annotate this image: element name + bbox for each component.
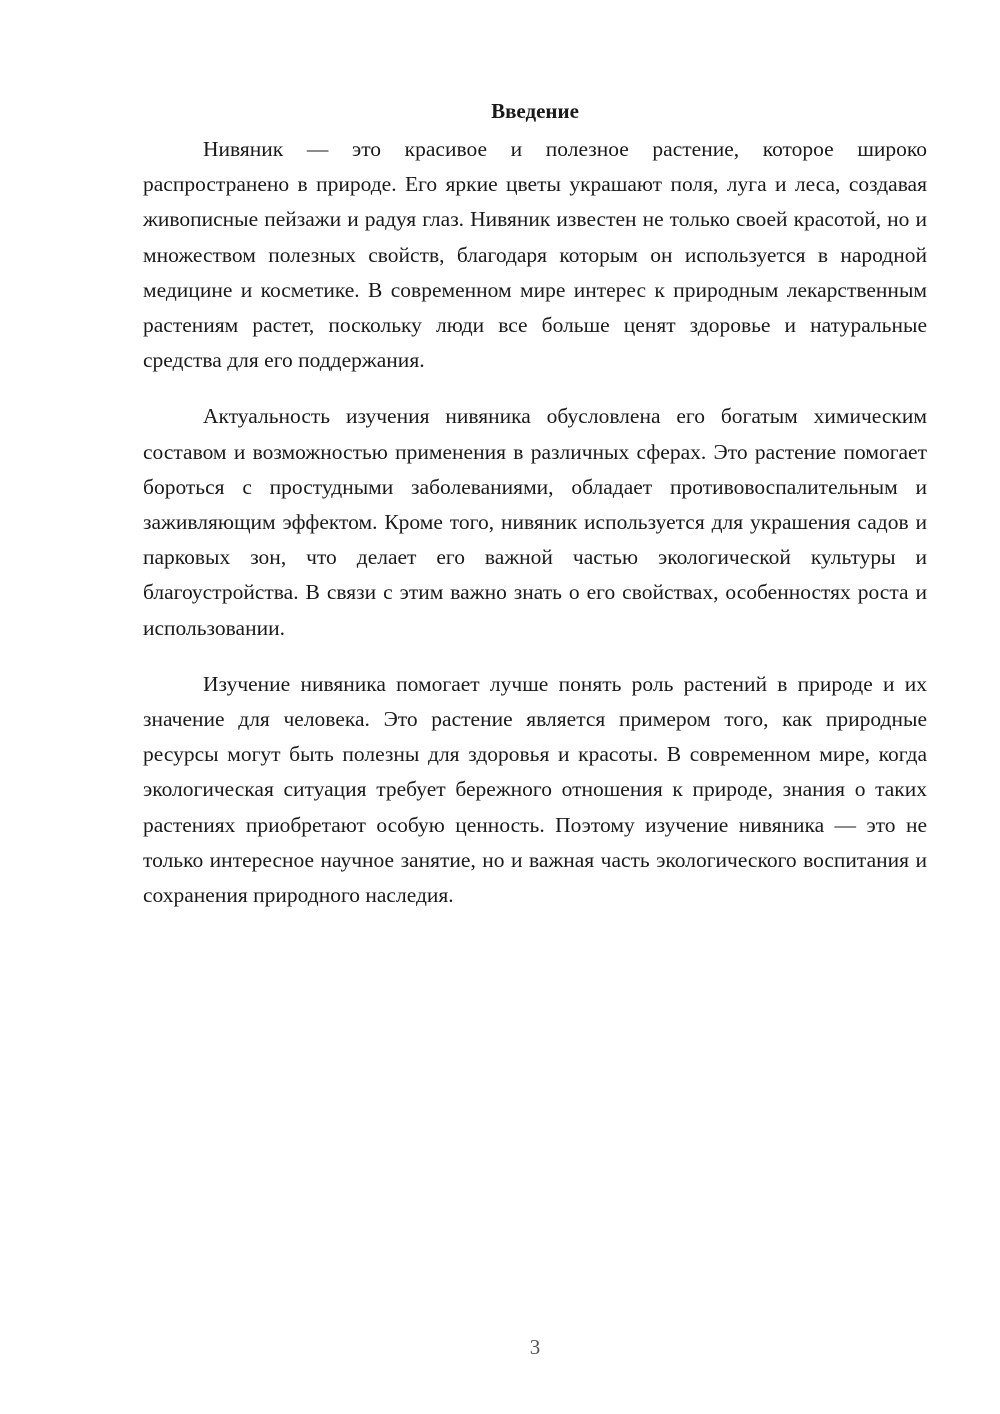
- paragraph-2: Актуальность изучения нивяника обусловлена его богатым химическим составом и возможностью применения в различных сферах. Это растение помогает бороться с простудными заболеваниями, обладает противовоспалительным и заживляющим эффектом. Кроме того, нивяник используется для украшения садов и парковых зон, что делает его важной частью экологической культуры и благоустройства. В связи с этим важно знать о его свойствах, особенностях роста и использовании.: [143, 404, 927, 640]
- page-number: 3: [529, 1335, 541, 1359]
- paragraph-1: Нивяник — это красивое и полезное растение, которое широко распространено в природе. Его яркие цветы украшают поля, луга и леса, создавая живописные пейзажи и радуя глаз. Нивяник известен не только своей красотой, но и множеством полезных свойств, благодаря которым он используется в народной медицине и косметике. В современном мире интерес к природным лекарственным растениям растет, поскольку люди все больше ценят здоровье и натуральные средства для его поддержания.: [143, 137, 927, 373]
- section-heading: Введение: [491, 99, 579, 123]
- paragraph-3: Изучение нивяника помогает лучше понять роль растений в природе и их значение для человека. Это растение является примером того, как природные ресурсы могут быть полезны для здоровья и красоты. В современном мире, когда экологическая ситуация требует бережного отношения к природе, знания о таких растениях приобретают особую ценность. Поэтому изучение нивяника — это не только интересное научное занятие, но и важная часть экологического воспитания и сохранения природного наследия.: [143, 671, 927, 908]
- page-content: [143, 96, 927, 934]
